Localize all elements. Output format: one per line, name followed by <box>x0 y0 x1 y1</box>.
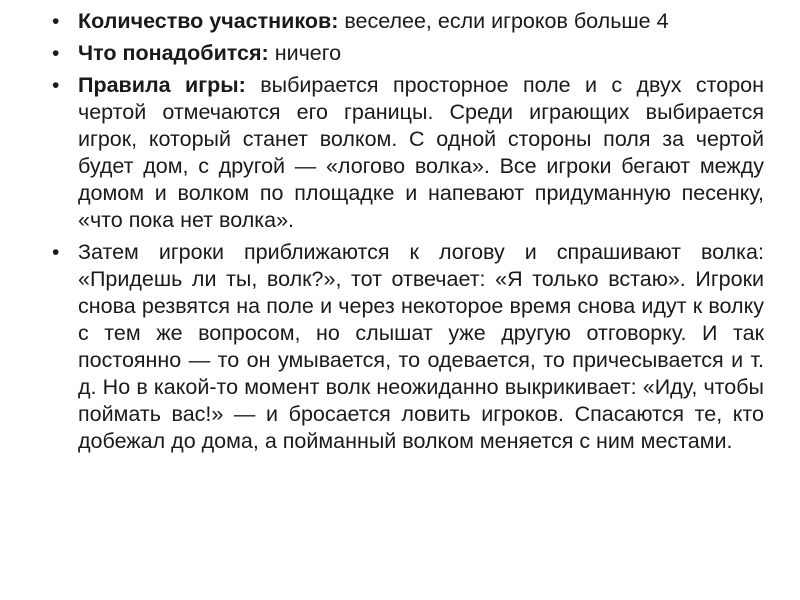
bullet-icon: • <box>52 241 60 264</box>
list-item-gameplay <box>52 239 764 455</box>
list-item-requirements <box>52 40 764 67</box>
game-rules-list <box>52 8 764 455</box>
bullet-icon: • <box>52 10 60 33</box>
requirements-label: Что понадобится: <box>78 41 269 65</box>
list-item-rules <box>52 72 764 234</box>
gameplay-text: Затем игроки приближаются к логову и спрашивают волка: «Придешь ли ты, волк?», тот отвечает: «Я только встаю». Игроки снова резвятся на поле и через некоторое время снова идут к волку с тем же вопросом, но слышат уже другую отговорку. И так постоянно — то он умывается, то одевается, то причесывается и т. д. Но в какой-то момент волк неожиданно выкрикивает: «Иду, чтобы поймать вас!» — и бросается ловить игроков. Спасаются те, кто добежал до дома, а пойманный волком меняется с ним местами. <box>78 240 764 453</box>
bullet-icon: • <box>52 42 60 65</box>
requirements-text: ничего <box>268 41 342 65</box>
list-item-participants <box>52 8 764 35</box>
rules-text: выбирается просторное поле и с двух сторон чертой отмечаются его границы. Среди играющих выбирается игрок, который станет волком. С одной стороны поля за чертой будет дом, с другой — «логово волка». Все игроки бегают между домом и волком по площадке и напевают придуманную песенку, «что пока нет волка». <box>78 73 764 232</box>
rules-label: Правила игры: <box>78 73 246 97</box>
participants-text: веселее, если игроков больше 4 <box>338 9 669 33</box>
bullet-icon: • <box>52 74 60 97</box>
participants-label: Количество участников: <box>78 9 339 33</box>
